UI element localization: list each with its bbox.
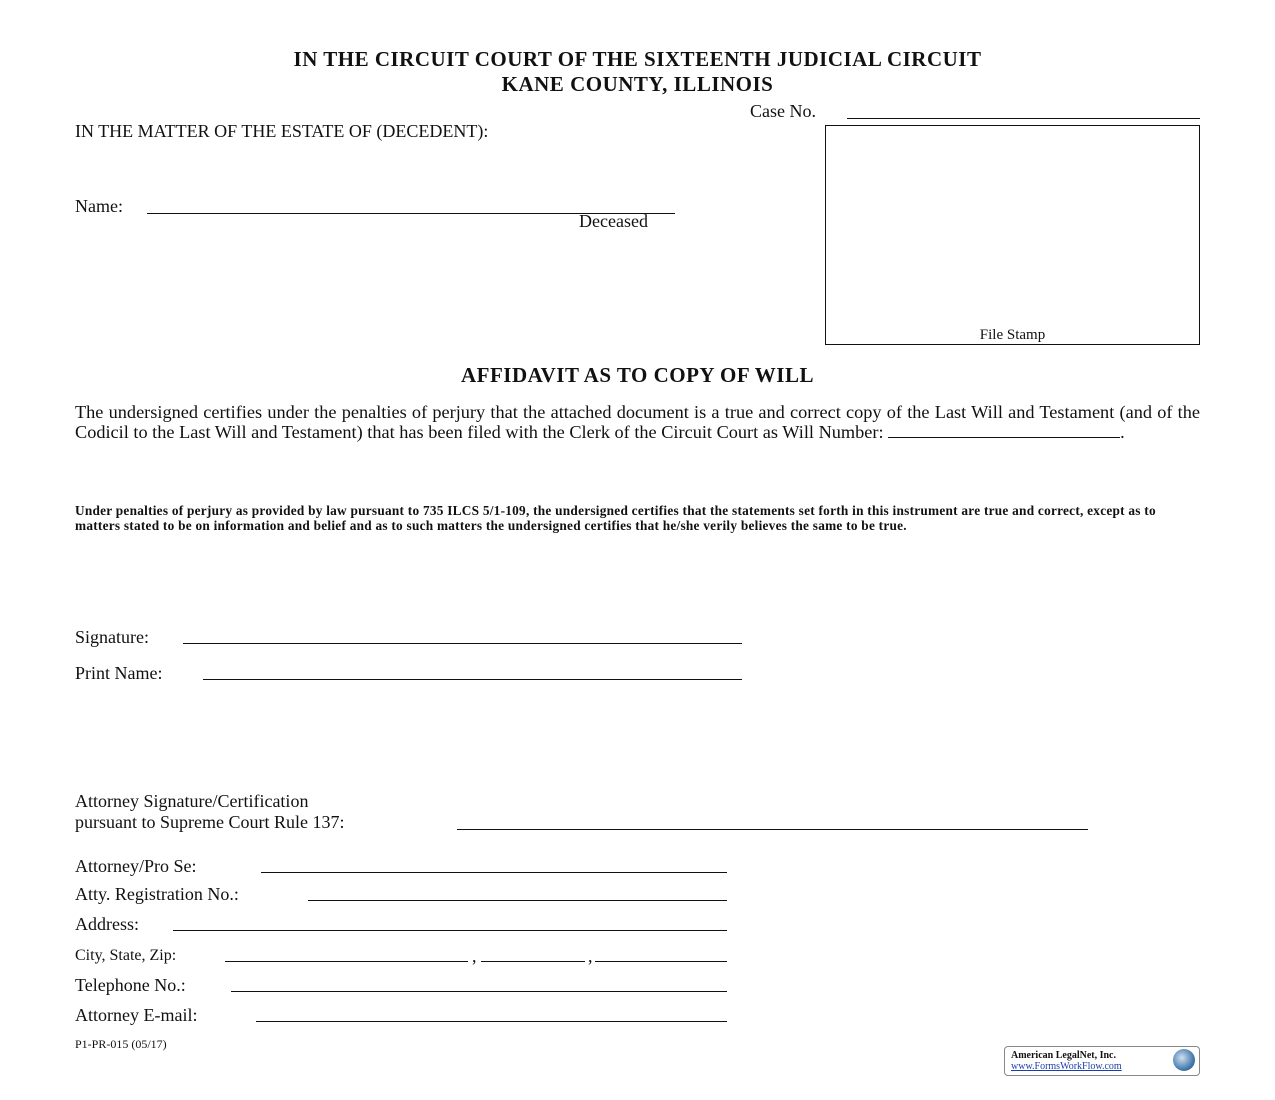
signature-field[interactable]: [183, 643, 742, 644]
body-period: .: [1120, 422, 1125, 442]
attorney-signature-field[interactable]: [457, 829, 1088, 830]
email-field[interactable]: [256, 1021, 727, 1022]
registration-label: Atty. Registration No.:: [75, 884, 239, 904]
print-name-label: Print Name:: [75, 663, 163, 683]
email-label: Attorney E-mail:: [75, 1005, 198, 1025]
telephone-field[interactable]: [231, 991, 727, 992]
form-code: P1-PR-015 (05/17): [75, 1037, 167, 1051]
logo-url[interactable]: www.FormsWorkFlow.com: [1011, 1061, 1122, 1072]
affidavit-body: [75, 402, 1200, 442]
comma-2: ,: [588, 946, 593, 966]
attorney-cert-line1: Attorney Signature/Certification: [75, 791, 309, 811]
address-field[interactable]: [173, 930, 727, 931]
print-name-field[interactable]: [203, 679, 742, 680]
logo-company: American LegalNet, Inc.: [1011, 1050, 1116, 1061]
attorney-cert-line2: pursuant to Supreme Court Rule 137:: [75, 812, 345, 832]
estate-label: IN THE MATTER OF THE ESTATE OF (DECEDENT):: [75, 121, 489, 141]
attorney-field[interactable]: [261, 872, 727, 873]
state-field[interactable]: [481, 961, 585, 962]
signature-label: Signature:: [75, 627, 149, 647]
zip-field[interactable]: [595, 961, 727, 962]
perjury-certification: Under penalties of perjury as provided by law pursuant to 735 ILCS 5/1-109, the undersigned certifies that the statements set forth in this instrument are true and correct, except as to matters stated to be on information and belief and as to such matters the undersigned certifies that he/she verily believes the same to be true.: [75, 503, 1156, 534]
globe-icon: [1173, 1049, 1195, 1071]
registration-field[interactable]: [308, 900, 727, 901]
will-number-field[interactable]: [888, 423, 1120, 438]
americanlegalnet-logo: [1004, 1046, 1200, 1076]
city-field[interactable]: [225, 961, 468, 962]
file-stamp-box: [825, 125, 1200, 345]
file-stamp-label: File Stamp: [979, 327, 1046, 343]
court-header-line2: KANE COUNTY, ILLINOIS: [501, 72, 774, 96]
address-label: Address:: [75, 914, 139, 934]
affidavit-text: The undersigned certifies under the penalties of perjury that the attached document is a true and correct copy of the Last Will and Testament (and of the Codicil to the Last Will and Testament) that has been filed with the Clerk of the Circuit Court as Will Number:: [75, 402, 1200, 442]
comma-1: ,: [472, 946, 477, 966]
case-no-label: Case No.: [750, 101, 816, 121]
document-title: AFFIDAVIT AS TO COPY OF WILL: [460, 363, 814, 387]
attorney-label: Attorney/Pro Se:: [75, 856, 197, 876]
deceased-label: Deceased: [579, 211, 648, 231]
telephone-label: Telephone No.:: [75, 975, 186, 995]
case-no-field[interactable]: [847, 118, 1200, 119]
city-label: City, State, Zip:: [75, 947, 177, 964]
court-header-line1: IN THE CIRCUIT COURT OF THE SIXTEENTH JUDICIAL CIRCUIT: [293, 47, 982, 71]
name-label: Name:: [75, 196, 123, 216]
